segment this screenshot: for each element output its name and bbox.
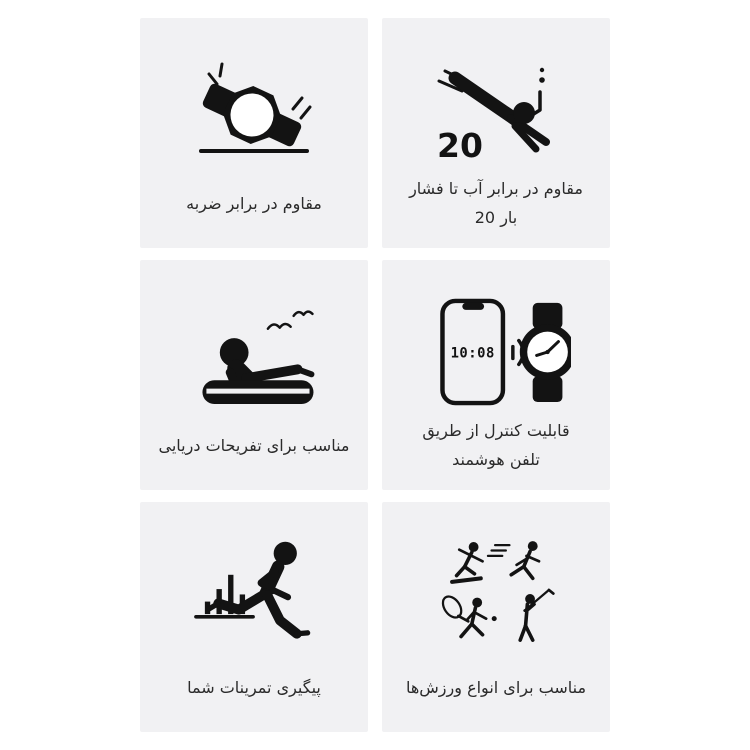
runner-chart-icon [140, 502, 368, 652]
multi-sports-icon [382, 502, 610, 652]
feature-card-shock-resistant [140, 18, 368, 248]
caption-line: قابلیت کنترل از طریق [422, 421, 570, 440]
feature-card-marine-recreation [140, 260, 368, 490]
shock-watch-icon [140, 18, 368, 168]
caption-line: مقاوم در برابر ضربه [186, 193, 322, 213]
float-lounger-icon [140, 260, 368, 410]
phone-watch-icon [382, 260, 610, 410]
diver-icon [382, 18, 610, 168]
feature-card-water-resistant [382, 18, 610, 248]
caption-line: مناسب برای انواع ورزش‌ها [405, 677, 587, 697]
feature-caption [140, 168, 368, 248]
feature-caption [382, 410, 610, 490]
phone-time-display: 10:08 [450, 345, 495, 362]
feature-caption [382, 168, 610, 248]
caption-line: پیگیری تمرینات شما [187, 677, 321, 697]
water-rating-number: 20 [437, 126, 483, 160]
feature-caption [140, 652, 368, 732]
feature-card-workout-tracking [140, 502, 368, 732]
caption-line: تلفن هوشمند [452, 450, 540, 469]
feature-card-smartphone-control [382, 260, 610, 490]
feature-caption [382, 652, 610, 732]
caption-line: مقاوم در برابر آب تا فشار [409, 179, 583, 198]
caption-line: 20 بار [474, 208, 518, 227]
feature-caption [140, 410, 368, 490]
feature-card-all-sports [382, 502, 610, 732]
caption-line: مناسب برای تفریحات دریایی [158, 435, 350, 455]
feature-grid [140, 18, 610, 732]
